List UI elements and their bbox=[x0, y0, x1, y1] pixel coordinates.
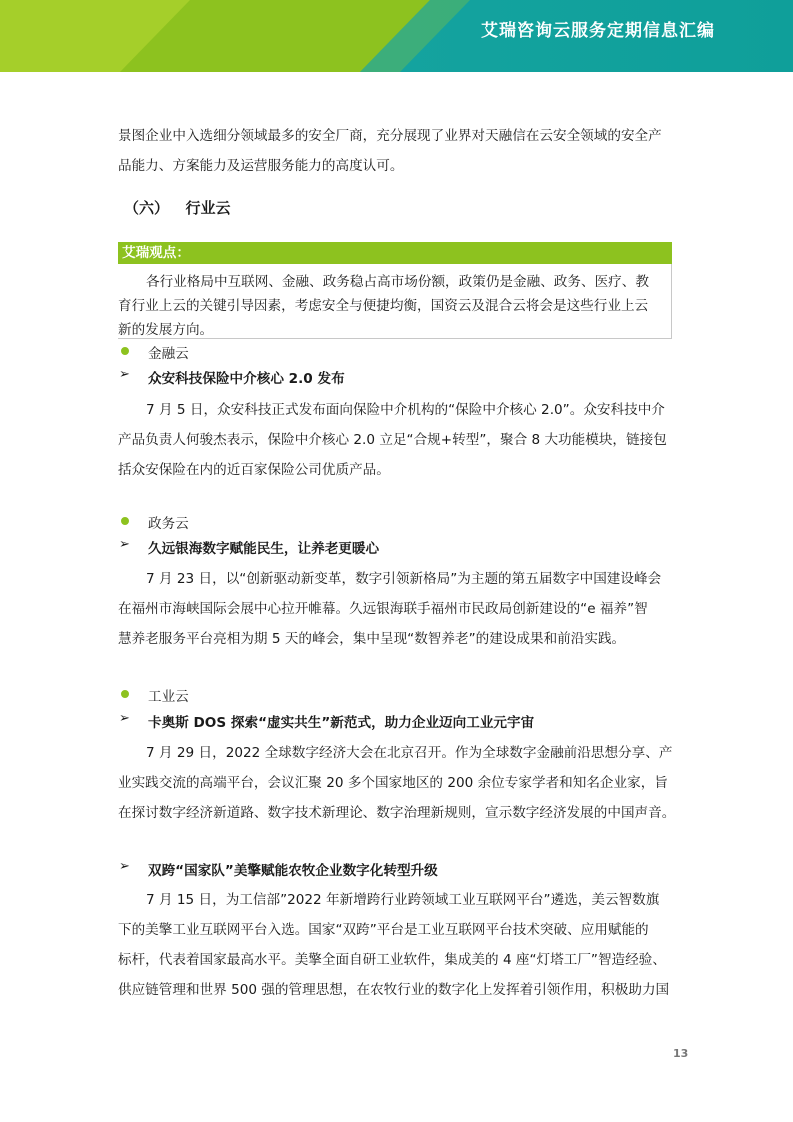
page-number: 13 bbox=[673, 1047, 689, 1060]
heading-finance: 众安科技保险中介核心 2.0 发布 bbox=[148, 371, 345, 387]
gov-line-3: 慧养老服务平台亮相为期 5 天的峰会，集中呈现“数智养老”的建设成果和前沿实践。 bbox=[118, 631, 626, 647]
green-dot-icon bbox=[121, 690, 129, 698]
category-gov: 政务云 bbox=[148, 516, 189, 532]
section-title bbox=[124, 197, 231, 218]
gov-line-2: 在福州市海峡国际会展中心拉开帷幕。久远银海联手福州市民政局创新建设的“e 福养”智 bbox=[118, 601, 648, 617]
intro-line-2: 品能力、方案能力及运营服务能力的高度认可。 bbox=[118, 158, 404, 174]
heading-industry-2: 双跨“国家队”美擎赋能农牧企业数字化转型升级 bbox=[148, 863, 438, 879]
finance-line-3: 括众安保险在内的近百家保险公司优质产品。 bbox=[118, 462, 390, 478]
section-name: 行业云 bbox=[185, 199, 231, 217]
finance-line-2: 产品负责人何骏杰表示，保险中介核心 2.0 立足“合规+转型”，聚合 8 大功能模块，链接包 bbox=[118, 432, 667, 448]
category-finance: 金融云 bbox=[148, 346, 189, 362]
intro-line-1: 景图企业中入选细分领域最多的安全厂商，充分展现了业界对天融信在云安全领域的安全产 bbox=[118, 128, 662, 144]
heading-gov: 久远银海数字赋能民生，让养老更暖心 bbox=[148, 541, 380, 557]
viewpoint-line-1: 各行业格局中互联网、金融、政务稳占高市场份额，政策仍是金融、政务、医疗、教 bbox=[146, 274, 649, 290]
gov-line-1: 7 月 23 日，以“创新驱动新变革，数字引领新格局”为主题的第五届数字中国建设峰会 bbox=[146, 571, 662, 587]
industry2-line-2: 下的美擎工业互联网平台入选。国家“双跨”平台是工业互联网平台技术突破、应用赋能的 bbox=[118, 922, 649, 938]
section-number: （六） bbox=[124, 199, 170, 217]
industry-line-1: 7 月 29 日，2022 全球数字经济大会在北京召开。作为全球数字金融前沿思想分享、产 bbox=[146, 745, 673, 761]
header-title: 艾瑞咨询云服务定期信息汇编 bbox=[481, 21, 715, 41]
green-dot-icon bbox=[121, 517, 129, 525]
arrow-bullet-icon: ➢ bbox=[119, 859, 130, 874]
industry2-line-3: 标杆，代表着国家最高水平。美擎全面自研工业软件，集成美的 4 座“灯塔工厂”智造经验、 bbox=[118, 952, 666, 968]
green-dot-icon bbox=[121, 347, 129, 355]
industry-line-2: 业实践交流的高端平台，会议汇聚 20 多个国家地区的 200 余位专家学者和知名企业家，旨 bbox=[118, 775, 668, 791]
arrow-bullet-icon: ➢ bbox=[119, 367, 130, 382]
industry2-line-1: 7 月 15 日，为工信部”2022 年新增跨行业跨领域工业互联网平台”遴选，美云智数旗 bbox=[146, 892, 660, 908]
arrow-bullet-icon: ➢ bbox=[119, 537, 130, 552]
industry-line-3: 在探讨数字经济新道路、数字技术新理论、数字治理新规则，宣示数字经济发展的中国声音。 bbox=[118, 805, 676, 821]
industry2-line-4: 供应链管理和世界 500 强的管理思想，在农牧行业的数字化上发挥着引领作用，积极助力国 bbox=[118, 982, 670, 998]
category-industry: 工业云 bbox=[148, 689, 189, 705]
viewpoint-line-2: 育行业上云的关键引导因素，考虑安全与便捷均衡，国资云及混合云将会是这些行业上云 bbox=[118, 298, 649, 314]
finance-line-1: 7 月 5 日，众安科技正式发布面向保险中介机构的“保险中介核心 2.0”。众安科技中介 bbox=[146, 402, 665, 418]
heading-industry: 卡奥斯 DOS 探索“虚实共生”新范式，助力企业迈向工业元宇宙 bbox=[148, 715, 535, 731]
viewpoint-label: 艾瑞观点： bbox=[118, 242, 672, 264]
viewpoint-line-3: 新的发展方向。 bbox=[118, 322, 214, 338]
arrow-bullet-icon: ➢ bbox=[119, 711, 130, 726]
